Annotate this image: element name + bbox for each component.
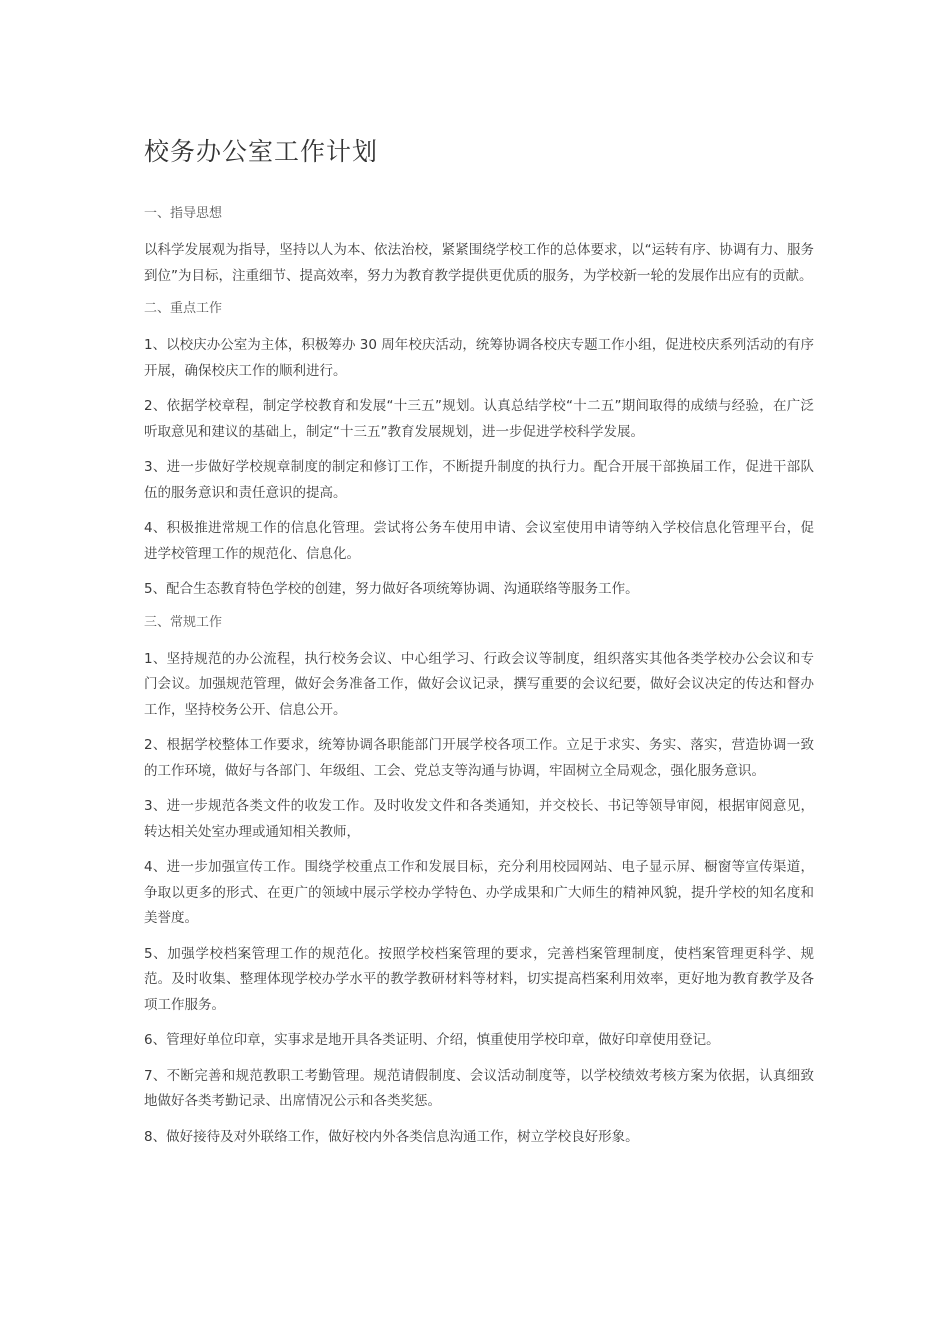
section-guiding-ideology <box>144 204 814 289</box>
paragraph: 6、管理好单位印章，实事求是地开具各类证明、介绍，慎重使用学校印章，做好印章使用登记。 <box>144 1032 720 1048</box>
section-key-work <box>144 299 814 603</box>
section-heading: 三、常规工作 <box>144 614 223 630</box>
document-title: 校务办公室工作计划 <box>144 137 379 166</box>
document-page <box>144 132 814 1160</box>
paragraph: 5、配合生态教育特色学校的创建，努力做好各项统筹协调、沟通联络等服务工作。 <box>144 581 639 597</box>
section-heading: 一、指导思想 <box>144 206 223 221</box>
section-routine-work <box>144 613 814 1151</box>
paragraph: 4、积极推进常规工作的信息化管理。尝试将公务车使用申请、会议室使用申请等纳入学校信息化管理平台，促进学校管理工作的规范化、信息化。 <box>144 520 814 562</box>
paragraph: 2、根据学校整体工作要求，统筹协调各职能部门开展学校各项工作。立足于求实、务实、落实，营造协调一致的工作环境，做好与各部门、年级组、工会、党总支等沟通与协调，牢固树立全局观念，强化服务意识。 <box>144 737 814 779</box>
paragraph: 5、加强学校档案管理工作的规范化。按照学校档案管理的要求，完善档案管理制度，使档案管理更科学、规范。及时收集、整理体现学校办学水平的教学教研材料等材料，切实提高档案利用效率，更好地为教育教学及各项工作服务。 <box>144 945 814 1013</box>
paragraph: 7、不断完善和规范教职工考勤管理。规范请假制度、会议活动制度等，以学校绩效考核方案为依据，认真细致地做好各类考勤记录、出席情况公示和各类奖惩。 <box>144 1067 814 1109</box>
paragraph: 8、做好接待及对外联络工作，做好校内外各类信息沟通工作，树立学校良好形象。 <box>144 1128 639 1145</box>
paragraph: 1、坚持规范的办公流程，执行校务会议、中心组学习、行政会议等制度，组织落实其他各类学校办公会议和专门会议。加强规范管理，做好会务准备工作，做好会议记录，撰写重要的会议纪要，做好会议决定的传达和督办工作，坚持校务公开、信息公开。 <box>144 650 814 718</box>
paragraph: 1、以校庆办公室为主体，积极筹办 30 周年校庆活动，统筹协调各校庆专题工作小组，促进校庆系列活动的有序开展，确保校庆工作的顺利进行。 <box>144 337 814 379</box>
paragraph: 3、进一步做好学校规章制度的制定和修订工作，不断提升制度的执行力。配合开展干部换届工作，促进干部队伍的服务意识和责任意识的提高。 <box>144 459 814 501</box>
paragraph: 2、依据学校章程，制定学校教育和发展“十三五”规划。认真总结学校“十二五”期间取得的成绩与经验，在广泛听取意见和建议的基础上，制定“十三五”教育发展规划，进一步促进学校科学发展。 <box>144 398 814 440</box>
paragraph: 3、进一步规范各类文件的收发工作。及时收发文件和各类通知，并交校长、书记等领导审阅，根据审阅意见，转达相关处室办理或通知相关教师， <box>144 798 814 840</box>
paragraph: 以科学发展观为指导，坚持以人为本、依法治校，紧紧围绕学校工作的总体要求，以“运转有序、协调有力、服务到位”为目标，注重细节、提高效率，努力为教育教学提供更优质的服务，为学校新一轮的发展作出应有的贡献。 <box>144 242 814 284</box>
paragraph: 4、进一步加强宣传工作。围绕学校重点工作和发展目标，充分利用校园网站、电子显示屏、橱窗等宣传渠道，争取以更多的形式、在更广的领域中展示学校办学特色、办学成果和广大师生的精神风貌，提升学校的知名度和美誉度。 <box>144 859 814 926</box>
section-heading: 二、重点工作 <box>144 301 223 316</box>
